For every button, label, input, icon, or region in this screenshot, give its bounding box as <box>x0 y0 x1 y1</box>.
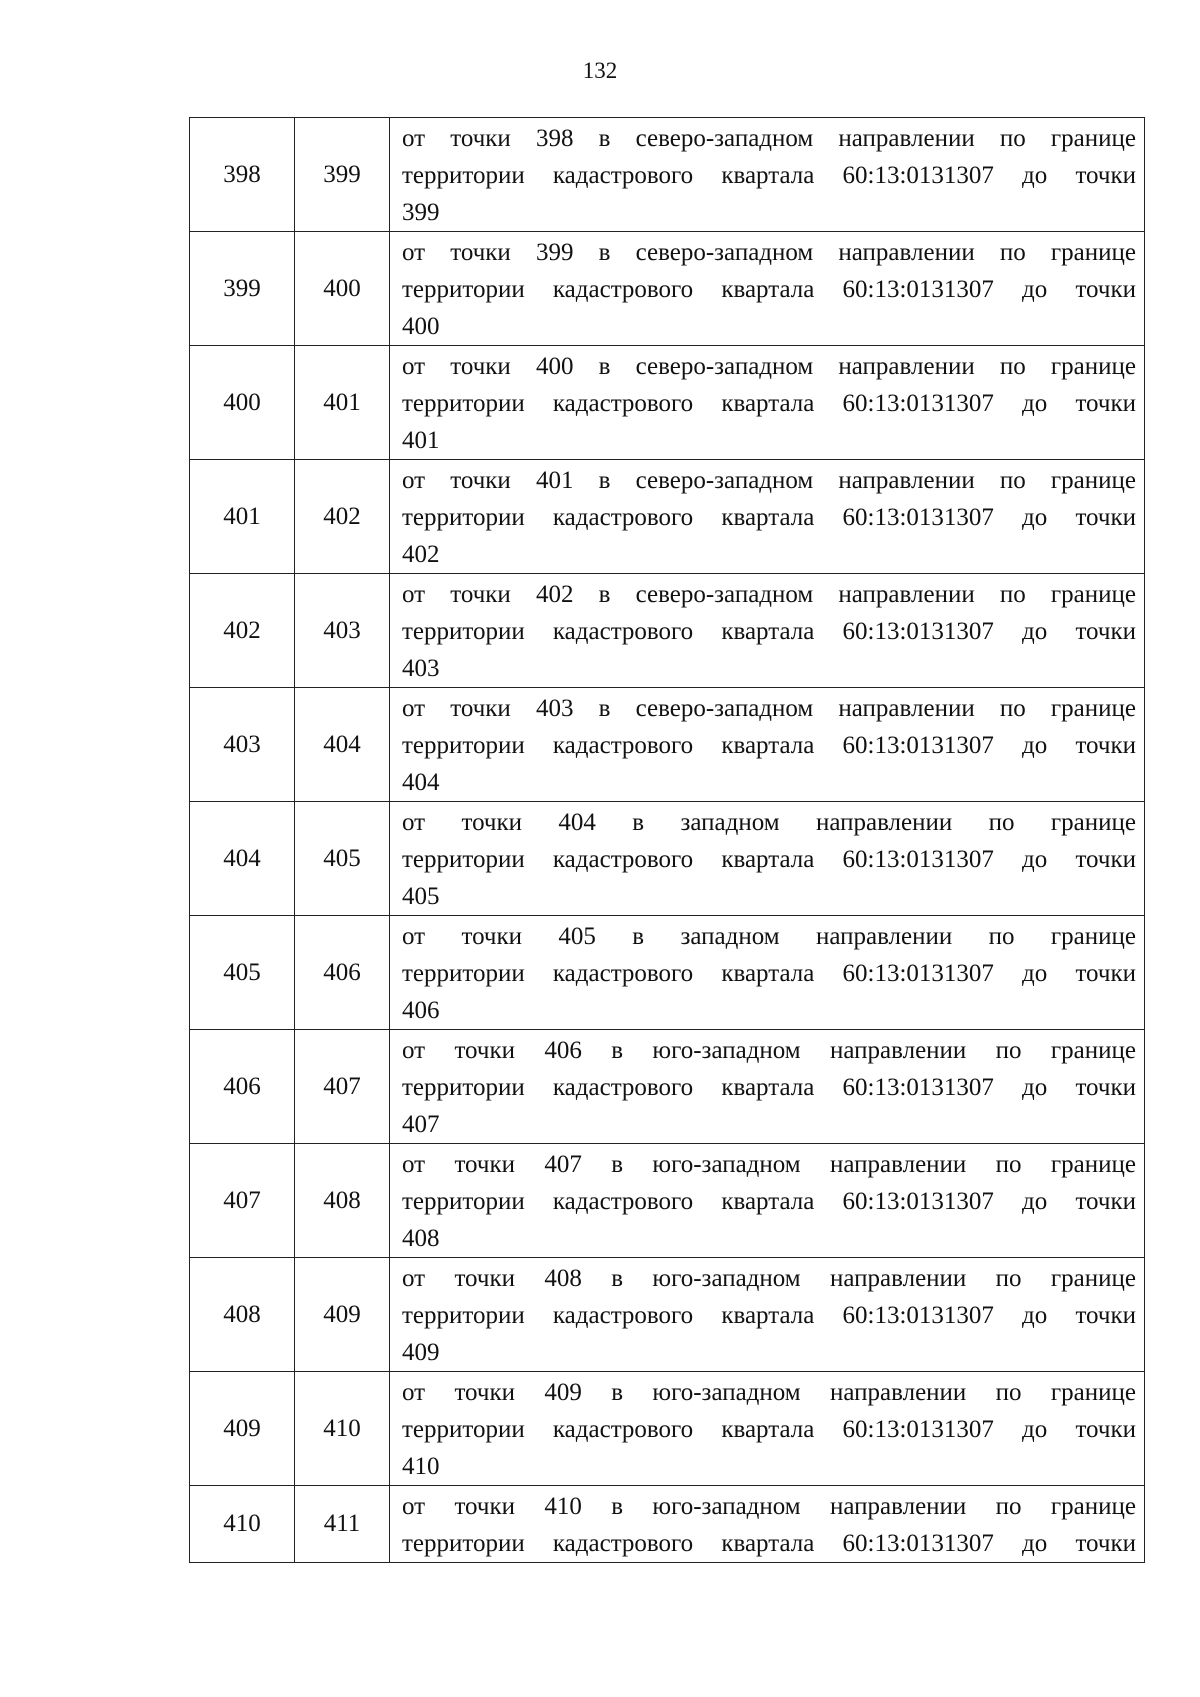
description-line: территории кадастрового квартала 60:13:0131307 до точки <box>402 618 1136 645</box>
description-line: 399 <box>402 199 440 226</box>
to-point-cell: 411 <box>295 1486 390 1563</box>
to-point-cell: 405 <box>295 802 390 916</box>
to-point-cell: 410 <box>295 1372 390 1486</box>
description-line: 402 <box>402 541 440 568</box>
description-line: 409 <box>402 1339 440 1366</box>
description-line: от точки 408 в юго-западном направлении по границе <box>402 1265 1136 1292</box>
description-line: от точки 398 в северо-западном направлении по границе <box>402 125 1136 152</box>
to-point-cell: 402 <box>295 460 390 574</box>
description-line: территории кадастрового квартала 60:13:0131307 до точки <box>402 1530 1136 1557</box>
description-line: от точки 400 в северо-западном направлении по границе <box>402 353 1136 380</box>
description-line: территории кадастрового квартала 60:13:0131307 до точки <box>402 1302 1136 1329</box>
from-point-cell: 401 <box>190 460 295 574</box>
table-row <box>190 1486 1145 1563</box>
description-cell <box>390 688 1145 802</box>
from-point-cell: 410 <box>190 1486 295 1563</box>
page-number: 132 <box>582 58 618 83</box>
description-line: 410 <box>402 1453 440 1480</box>
description-line: территории кадастрового квартала 60:13:0131307 до точки <box>402 960 1136 987</box>
description-line: территории кадастрового квартала 60:13:0131307 до точки <box>402 1416 1136 1443</box>
table-row <box>190 688 1145 802</box>
description-cell <box>390 574 1145 688</box>
from-point-cell: 406 <box>190 1030 295 1144</box>
description-cell <box>390 1372 1145 1486</box>
description-line: от точки 402 в северо-западном направлении по границе <box>402 581 1136 608</box>
table-row <box>190 1144 1145 1258</box>
description-line: 401 <box>402 427 440 454</box>
description-cell <box>390 1144 1145 1258</box>
description-cell <box>390 1030 1145 1144</box>
description-cell <box>390 118 1145 232</box>
description-line: территории кадастрового квартала 60:13:0131307 до точки <box>402 1188 1136 1215</box>
to-point-cell: 406 <box>295 916 390 1030</box>
to-point-cell: 399 <box>295 118 390 232</box>
table-row <box>190 1372 1145 1486</box>
boundary-description-table <box>189 117 1145 1563</box>
table-row <box>190 232 1145 346</box>
description-line: территории кадастрового квартала 60:13:0131307 до точки <box>402 1074 1136 1101</box>
description-cell <box>390 232 1145 346</box>
from-point-cell: 403 <box>190 688 295 802</box>
table-row <box>190 1030 1145 1144</box>
table-row <box>190 574 1145 688</box>
to-point-cell: 400 <box>295 232 390 346</box>
description-line: от точки 405 в западном направлении по границе <box>402 923 1136 950</box>
table-row <box>190 802 1145 916</box>
from-point-cell: 405 <box>190 916 295 1030</box>
description-line: территории кадастрового квартала 60:13:0131307 до точки <box>402 162 1136 189</box>
description-line: 408 <box>402 1225 440 1252</box>
from-point-cell: 398 <box>190 118 295 232</box>
description-line: от точки 406 в юго-западном направлении по границе <box>402 1037 1136 1064</box>
table-row <box>190 460 1145 574</box>
description-line: 406 <box>402 997 440 1024</box>
to-point-cell: 401 <box>295 346 390 460</box>
description-line: от точки 410 в юго-западном направлении по границе <box>402 1493 1136 1520</box>
table-row <box>190 118 1145 232</box>
description-cell <box>390 802 1145 916</box>
description-cell <box>390 1258 1145 1372</box>
from-point-cell: 408 <box>190 1258 295 1372</box>
from-point-cell: 400 <box>190 346 295 460</box>
from-point-cell: 404 <box>190 802 295 916</box>
table-row <box>190 916 1145 1030</box>
description-line: от точки 403 в северо-западном направлении по границе <box>402 695 1136 722</box>
description-line: территории кадастрового квартала 60:13:0131307 до точки <box>402 504 1136 531</box>
description-line: 403 <box>402 655 440 682</box>
description-cell <box>390 916 1145 1030</box>
table-row <box>190 346 1145 460</box>
description-line: от точки 409 в юго-западном направлении по границе <box>402 1379 1136 1406</box>
table-row <box>190 1258 1145 1372</box>
from-point-cell: 399 <box>190 232 295 346</box>
description-line: от точки 399 в северо-западном направлении по границе <box>402 239 1136 266</box>
to-point-cell: 408 <box>295 1144 390 1258</box>
description-line: от точки 404 в западном направлении по границе <box>402 809 1136 836</box>
from-point-cell: 409 <box>190 1372 295 1486</box>
from-point-cell: 407 <box>190 1144 295 1258</box>
description-line: 400 <box>402 313 440 340</box>
description-line: 405 <box>402 883 440 910</box>
description-cell <box>390 460 1145 574</box>
to-point-cell: 403 <box>295 574 390 688</box>
description-line: от точки 401 в северо-западном направлении по границе <box>402 467 1136 494</box>
description-line: 407 <box>402 1111 440 1138</box>
to-point-cell: 409 <box>295 1258 390 1372</box>
description-line: территории кадастрового квартала 60:13:0131307 до точки <box>402 732 1136 759</box>
description-line: территории кадастрового квартала 60:13:0131307 до точки <box>402 276 1136 303</box>
description-line: территории кадастрового квартала 60:13:0131307 до точки <box>402 846 1136 873</box>
to-point-cell: 404 <box>295 688 390 802</box>
description-line: территории кадастрового квартала 60:13:0131307 до точки <box>402 390 1136 417</box>
description-cell <box>390 1486 1145 1563</box>
description-line: от точки 407 в юго-западном направлении по границе <box>402 1151 1136 1178</box>
from-point-cell: 402 <box>190 574 295 688</box>
to-point-cell: 407 <box>295 1030 390 1144</box>
description-line: 404 <box>402 769 440 796</box>
description-cell <box>390 346 1145 460</box>
